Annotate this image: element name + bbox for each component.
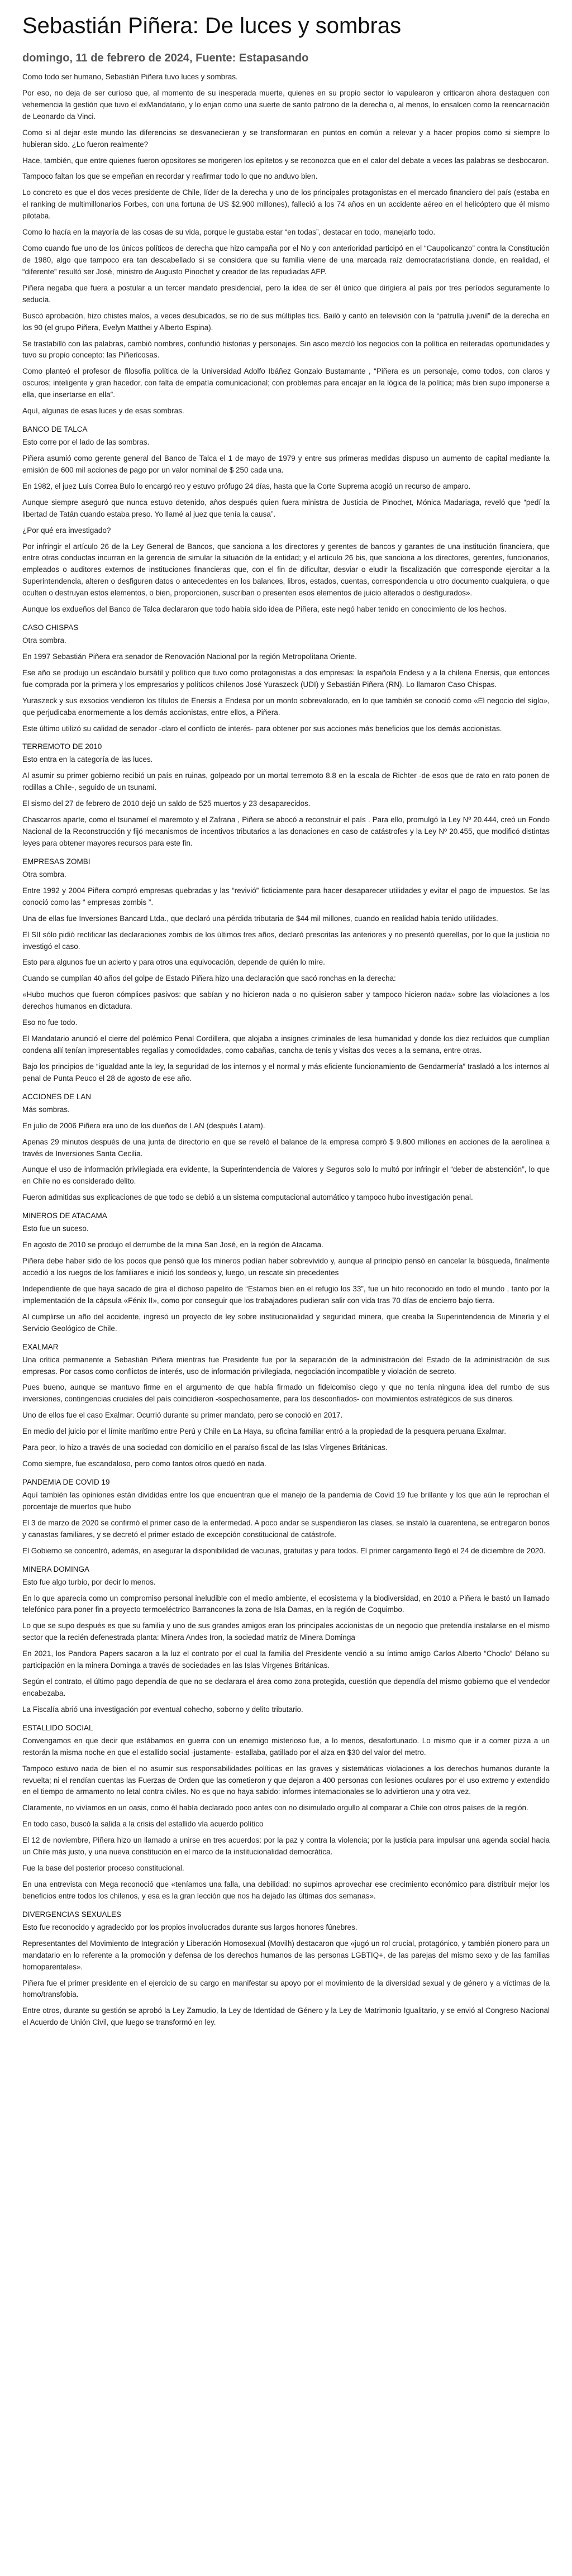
section-paragraph: En medio del juicio por el límite marítimo entre Perú y Chile en La Haya, su oficina familiar entró a la propiedad de la pesquera peruana Exalmar. (22, 1427, 506, 1436)
section-heading: MINERA DOMINGA (22, 1564, 90, 1573)
section-paragraph: Fueron admitidas sus explicaciones de que todo se debió a un sistema computacional automático y tampoco hubo investigación penal. (22, 1193, 473, 1202)
section-paragraph: En todo caso, buscó la salida a la crisis del estallido vía acuerdo político (22, 1820, 264, 1829)
section-paragraph: Una de ellas fue Inversiones Bancard Ltda., que declaró una pérdida tributaria de $44 mil millones, cuando en realidad había tenido utilidades. (22, 914, 498, 923)
section-paragraph: El SII sólo pidió rectificar las declaraciones zombis de los últimos tres años, declaró prescritas las anteriores y no presentó querellas, por lo que la justicia no investigó el caso. (22, 930, 550, 951)
intro-paragraph: Hace, también, que entre quienes fueron opositores se morigeren los epítetos y se reconozca que en el calor del debate a veces las palabras se desbocaron. (22, 156, 549, 165)
section-paragraph: El 3 de marzo de 2020 se confirmó el primer caso de la enfermedad. A poco andar se suspendieron las clases, se instaló la cuarentena, se entregaron bonos y canastas familiares, y se decretó el primer estado de excepción constitucional de catástrofe. (22, 1518, 550, 1539)
section-paragraph: Aunque los exdueños del Banco de Talca declararon que todo había sido idea de Piñera, este negó haber tenido en conocimiento de los hechos. (22, 605, 507, 614)
intro-paragraph: Por eso, no deja de ser curioso que, al momento de su inesperada muerte, quienes en su propio sector lo vapulearon y criticaron ahora destaquen con vehemencia la gestión que tuvo el exMandatario, y lo enjan como una suerte de santo patrono de la derecha o, al menos, lo ensalcen como la reencarnación de Leonardo da Vinci. (22, 88, 550, 121)
section-paragraph: Piñera fue el primer presidente en el ejercicio de su cargo en manifestar su apoyo por el movimiento de la diversidad sexual y de género y a víctimas de la homo/transfobia. (22, 1978, 550, 1999)
section-heading: DIVERGENCIAS SEXUALES (22, 1910, 122, 1919)
section-paragraph: El sismo del 27 de febrero de 2010 dejó un saldo de 525 muertos y 23 desaparecidos. (22, 799, 311, 808)
section-heading: BANCO DE TALCA (22, 425, 88, 434)
section-paragraph: Esto para algunos fue un acierto y para otros una equivocación, depende de quién lo mire. (22, 958, 325, 967)
section-heading: TERREMOTO DE 2010 (22, 742, 102, 751)
intro-paragraph: Como lo hacía en la mayoría de las cosas de su vida, porque le gustaba estar “en todas”, destacar en todo, manejarlo todo. (22, 228, 436, 237)
intro-paragraph: Como planteó el profesor de filosofía política de la Universidad Adolfo Ibáñez Gonzalo Bustamante , “Piñera es un personaje, como todos, con claros y oscuros; inteligente y gran hacedor, con falta de empatía comunicacional; con problemas para encajar en la lógica de la política; más bien supo imponerse a ella, que insertarse en ella”. (22, 367, 550, 399)
section-paragraph: En 1997 Sebastián Piñera era senador de Renovación Nacional por la región Metropolitana Oriente. (22, 652, 357, 661)
intro-paragraph: Aquí, algunas de esas luces y de esas sombras. (22, 407, 184, 416)
section-paragraph: Yuraszeck y sus exsocios vendieron los títulos de Enersis a Endesa por un monto sobrevalorado, en lo que también se conoció como «El negocio del siglo», que perjudicaba enormemente a los demás accionistas, entre ellos, a Piñera. (22, 696, 550, 717)
section-paragraph: Representantes del Movimiento de Integración y Liberación Homosexual (Movilh) destacaron que «jugó un rol crucial, protagónico, y también pionero para un mandatario en lo referente a la promoción y defensa de los derechos humanos de las personas LGBTIQ+, de las parejas del mismo sexo y de las familias homoparentales». (22, 1939, 550, 1971)
section-paragraph: Esto entra en la categoría de las luces. (22, 755, 153, 764)
section-paragraph: En una entrevista con Mega reconoció que «teníamos una falla, una debilidad: no supimos aprovechar ese crecimiento económico para distribuir mejor los beneficios entre todos los chilenos, y esa es la gran lección que nos ha dejado las últimas dos semanas». (22, 1880, 550, 1900)
section-paragraph: El Mandatario anunció el cierre del polémico Penal Cordillera, que alojaba a insignes criminales de lesa humanidad y donde los diez recluidos que cumplían condena allí tenían impresentables regalías y comodidades, como cabañas, cancha de tenis y visitas dos veces a la semana, entre otras. (22, 1034, 550, 1055)
section-paragraph: Más sombras. (22, 1105, 70, 1114)
section-paragraph: Al asumir su primer gobierno recibió un país en ruinas, golpeado por un mortal terremoto 8.8 en la escala de Richter -de esos que de rato en rato ponen de rodillas a Chile-, seguido de un tsunami. (22, 771, 550, 792)
section-paragraph: Aunque siempre aseguró que nunca estuvo detenido, años después quien fuera ministra de Justicia de Pinochet, Mónica Madariaga, reveló que “pedí la libertad de Tatán cuando estaba preso. Yo llamé al juez que tenía la causa”. (22, 498, 550, 518)
section-heading: ESTALLIDO SOCIAL (22, 1723, 93, 1732)
section-paragraph: Esto fue un suceso. (22, 1224, 89, 1233)
section-paragraph: «Hubo muchos que fueron cómplices pasivos: que sabían y no hicieron nada o no quisieron saber y tampoco hicieron nada» sobre las violaciones a los derechos humanos en dictadura. (22, 990, 550, 1011)
section-paragraph: Tampoco estuvo nada de bien el no asumir sus responsabilidades políticas en las graves y sistemáticas violaciones a los derechos humanos durante la revuelta; ni el rendían cuentas las Fuerzas de Orden que las cometieron y que dejaron a 400 personas con lesiones oculares por el uso extremo y extendido en el tiempo de armamento no letal contra civiles. No es que no haya sabido: informes internacionales se lo advirtieron una y otra vez. (22, 1764, 550, 1796)
article-intro (22, 71, 550, 417)
section-paragraph: El Gobierno se concentró, además, en asegurar la disponibilidad de vacunas, gratuitas y para todos. El primer cargamento llegó el 24 de diciembre de 2020. (22, 1546, 546, 1555)
section-paragraph: Cuando se cumplían 40 años del golpe de Estado Piñera hizo una declaración que sacó ronchas en la derecha: (22, 974, 396, 983)
section-paragraph: Esto fue reconocido y agradecido por los propios involucrados durante sus largos honores fúnebres. (22, 1923, 358, 1931)
section-paragraph: En lo que aparecía como un compromiso personal ineludible con el medio ambiente, el ecosistema y la biodiversidad, en 2010 a Piñera le bastó un llamado telefónico para poner fin a proyecto termoeléctrico Barrancones la zona de Isla Damas, en la región de Coquimbo. (22, 1594, 550, 1614)
section-paragraph: En julio de 2006 Piñera era uno de los dueños de LAN (después Latam). (22, 1121, 265, 1130)
article-title: Sebastián Piñera: De luces y sombras (22, 13, 402, 38)
section-paragraph: ¿Por qué era investigado? (22, 526, 111, 535)
intro-paragraph: Buscó aprobación, hizo chistes malos, a veces desubicados, se rio de sus múltiples tics. Bailó y cantó en televisión con la “patrulla juvenil” de la derecha en los 90 (el grupo Piñera, Evelyn Matthei y Alberto Espina). (22, 311, 550, 332)
section-paragraph: Aunque el uso de información privilegiada era evidente, la Superintendencia de Valores y Seguros solo lo multó por infringir el “deber de abstención”, lo que en Chile no es considerado delito. (22, 1165, 550, 1186)
section-paragraph: Esto corre por el lado de las sombras. (22, 438, 150, 447)
article-dateline: domingo, 11 de febrero de 2024, Fuente: Estapasando (22, 52, 309, 64)
section-paragraph: Pues bueno, aunque se mantuvo firme en el argumento de que había firmado un fideicomiso ciego y que no tenía ninguna idea del rumbo de sus inversiones, contingencias cruciales del país coincidieron -sospechosamente, para los desconfiados- con movimientos estratégicos de sus dineros. (22, 1383, 550, 1404)
section-paragraph: Una crítica permanente a Sebastián Piñera mientras fue Presidente fue por la separación de la administración del Estado de la administración de sus empresas. Por casos como conflictos de interés, uso de información privilegiada, negociación incompatible y violación de secreto. (22, 1355, 550, 1376)
section-paragraph: En 2021, los Pandora Papers sacaron a la luz el contrato por el cual la familia del Presidente vendió a su íntimo amigo Carlos Alberto “Choclo” Délano su participación en la minera Dominga a través de sociedades en las Islas Vírgenes Británicas. (22, 1649, 550, 1670)
section-paragraph: En 1982, el juez Luis Correa Bulo lo encargó reo y estuvo prófugo 24 días, hasta que la Corte Suprema acogió un recurso de amparo. (22, 481, 471, 490)
intro-paragraph: Se trastabilló con las palabras, cambió nombres, confundió historias y personajes. Sin asco mezcló los negocios con la política en reiteradas oportunidades y tuvo su propio concepto: las Piñericosas. (22, 339, 550, 360)
intro-paragraph: Piñera negaba que fuera a postular a un tercer mandato presidencial, pero la idea de ser él único que dirigiera al país por tres períodos seguramente lo seducía. (22, 283, 550, 304)
section-paragraph: Como siempre, fue escandaloso, pero como tantos otros quedó en nada. (22, 1459, 266, 1468)
section-heading: MINEROS DE ATACAMA (22, 1211, 107, 1220)
section-paragraph: Chascarros aparte, como el tsunameí el maremoto y el Zafrana , Piñera se abocó a reconstruir el país . Para ello, promulgó la Ley Nº 20.444, creó un Fondo Nacional de la Reconstrucción y fijó mecanismos de incentivos tributarios a las donaciones en caso de catástrofes y la Ley Nº 20.455, que modificó distintas leyes para obtener mayores recursos para este fin. (22, 815, 550, 848)
intro-paragraph: Como si al dejar este mundo las diferencias se desvanecieran y se transformaran en puntos en común a relevar y a hacer propios como si siempre lo hubieran sido. ¿Lo fueron realmente? (22, 128, 550, 149)
section-paragraph: La Fiscalía abrió una investigación por eventual cohecho, soborno y delito tributario. (22, 1705, 303, 1714)
section-paragraph: Al cumplirse un año del accidente, ingresó un proyecto de ley sobre institucionalidad y seguridad minera, que creaba la Superintendencia de Minería y el Servicio Geológico de Chile. (22, 1312, 550, 1333)
intro-paragraph: Como todo ser humano, Sebastián Piñera tuvo luces y sombras. (22, 73, 238, 81)
article-sections (22, 425, 550, 2029)
section-paragraph: Bajo los principios de “igualdad ante la ley, la seguridad de los internos y el normal y más eficiente funcionamiento de Gendarmería” trasladó a los internos al penal de Punta Peuco el 28 de agosto de ese año. (22, 1062, 550, 1082)
section-paragraph: Este último utilizó su calidad de senador -claro el conflicto de interés- para obtener por sus acciones más beneficios que los demás accionistas. (22, 724, 502, 733)
section-paragraph: Para peor, lo hizo a través de una sociedad con domicilio en el paraíso fiscal de las Islas Vírgenes Británicas. (22, 1443, 388, 1452)
section-heading: EMPRESAS ZOMBI (22, 857, 90, 866)
section-heading: EXALMAR (22, 1342, 59, 1351)
section-paragraph: Uno de ellos fue el caso Exalmar. Ocurrió durante su primer mandato, pero se conoció en 2017. (22, 1411, 343, 1420)
section-paragraph: Claramente, no vivíamos en un oasis, como él había declarado poco antes con no disimulado orgullo al comparar a Chile con otros países de la región. (22, 1804, 528, 1812)
section-paragraph: Otra sombra. (22, 870, 66, 879)
section-heading: PANDEMIA DE COVID 19 (22, 1477, 110, 1486)
intro-paragraph: Como cuando fue uno de los únicos políticos de derecha que hizo campaña por el No y con anterioridad participó en el “Caupolicanzo” contra la Constitución de 1980, algo que tampoco era tan descabellado si se considera que su familia viene de una marcada raíz democratacristiana donde, en realidad, el “diferente” resultó ser José, ministro de Augusto Pinochet y creador de las repudiadas AFP. (22, 244, 550, 276)
section-heading: ACCIONES DE LAN (22, 1092, 92, 1101)
section-paragraph: Entre 1992 y 2004 Piñera compró empresas quebradas y las “revivió” ficticiamente para hacer desaparecer utilidades y evitar el pago de impuestos. Se las conoció como las “ empresas zombis ”. (22, 886, 550, 907)
section-paragraph: Fue la base del posterior proceso constitucional. (22, 1864, 184, 1873)
section-paragraph: Aquí también las opiniones están divididas entre los que encuentran que el manejo de la pandemia de Covid 19 fue brillante y los que aún le reprochan el porcentaje de muertos que hubo (22, 1490, 550, 1511)
section-paragraph: Entre otros, durante su gestión se aprobó la Ley Zamudio, la Ley de Identidad de Género y la Ley de Matrimonio Igualitario, y se envió al Congreso Nacional el Acuerdo de Unión Civil, que luego se transformó en ley. (22, 2006, 550, 2027)
section-paragraph: El 12 de noviembre, Piñera hizo un llamado a unirse en tres acuerdos: por la paz y contra la violencia; por la justicia para impulsar una agenda social hacia un Chile más justo, y una nueva constitución en el marco de la institucionalidad democrática. (22, 1836, 550, 1857)
section-paragraph: Ese año se produjo un escándalo bursátil y político que tuvo como protagonistas a dos empresas: la española Endesa y a la chilena Enersis, que entonces fue comprada por la primera y los empresarios y políticos chilenos José Yuraszeck (UDI) y Sebastián Piñera (RN). Lo llamaron Caso Chispas. (22, 668, 550, 689)
section-paragraph: Eso no fue todo. (22, 1018, 78, 1027)
section-paragraph: Convengamos en que decir que estábamos en guerra con un enemigo misterioso fue, a lo menos, desafortunado. Lo mismo que ir a comer pizza a un restorán la misma noche en que el estallido social -justamente- estallaba, gatillado por el alza en $30 del valor del metro. (22, 1736, 550, 1757)
intro-paragraph: Lo concreto es que el dos veces presidente de Chile, líder de la derecha y uno de los principales protagonistas en el mercado financiero del país (estaba en el ranking de multimillonarios Forbes, con una fortuna de US $2.900 millones), falleció a los 74 años en un accidente aéreo en el helicóptero que él mismo pilotaba. (22, 188, 550, 221)
section-heading: CASO CHISPAS (22, 623, 79, 632)
section-paragraph: Independiente de que haya sacado de gira el dichoso papelito de “Estamos bien en el refugio los 33”, fue un hito reconocido en todo el mundo , tanto por la implementación de la cápsula «Fénix II», como por conseguir que los trabajadores pudieran salir con vida tras 70 días de encierro bajo tierra. (22, 1284, 550, 1305)
section-paragraph: Esto fue algo turbio, por decir lo menos. (22, 1577, 156, 1586)
section-paragraph: Otra sombra. (22, 636, 66, 645)
section-paragraph: Piñera asumió como gerente general del Banco de Talca el 1 de mayo de 1979 y entre sus primeras medidas dispuso un aumento de capital mediante la emisión de 600 mil acciones de pago por un valor nominal de $ 250 cada una. (22, 454, 550, 474)
intro-paragraph: Tampoco faltan los que se empeñan en recordar y reafirmar todo lo que no anduvo bien. (22, 172, 318, 181)
section-paragraph: Apenas 29 minutos después de una junta de directorio en que se reveló el balance de la empresa compró $ 9.800 millones en acciones de la aerolínea a través de Inversiones Santa Cecilia. (22, 1137, 550, 1158)
section-paragraph: Según el contrato, el último pago dependía de que no se declarara el área como zona protegida, cuestión que dependía del mismo gobierno que el vendedor encabezaba. (22, 1677, 550, 1697)
section-paragraph: En agosto de 2010 se produjo el derrumbe de la mina San José, en la región de Atacama. (22, 1241, 323, 1249)
section-paragraph: Por infringir el artículo 26 de la Ley General de Bancos, que sanciona a los directores y gerentes de bancos y garantes de una institución financiera, que entre otras conductas incurran en la gerencia de simular la situación de la entidad; y el artículo 26 bis, que sanciona a los directores, gerentes, funcionarios, empleados o auditores externos de instituciones financieras que, con el fin de dificultar, desviar o eludir la fiscalización que corresponde ejercitar a la Superintendencia, alteren o desfiguren datos o antecedentes en los balances, libros, estados, cuentas, correspondencia u otro documento cualquiera, o que oculten o destruyan estos elementos, o bien, proporcionen, suscriban o presenten esos elementos de juicio alterados o desfigurados». (22, 542, 550, 598)
section-paragraph: Piñera debe haber sido de los pocos que pensó que los mineros podían haber sobrevivido y, aunque al principio pensó en cancelar la búsqueda, finalmente accedió a los ruegos de los familiares e inició los sondeos y, luego, un rescate sin precedentes (22, 1257, 550, 1277)
section-paragraph: Lo que se supo después es que su familia y uno de sus grandes amigos eran los principales accionistas de un negocio que pretendía instalarse en el mismo sector que la recién defenestrada planta: Minera Andes Iron, la sociedad matriz de Minera Dominga (22, 1621, 550, 1642)
